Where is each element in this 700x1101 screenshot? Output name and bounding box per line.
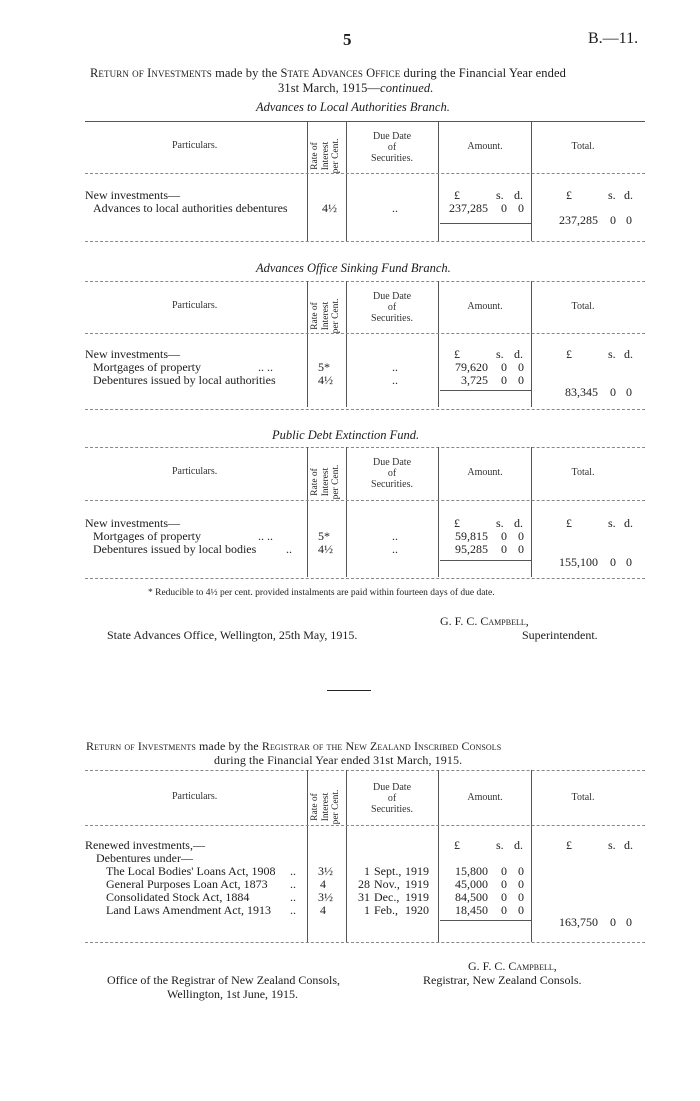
shilling-heading: s. (608, 516, 616, 530)
table-row-due-year: 1919 (405, 864, 429, 878)
table2-header-rate (310, 285, 342, 347)
table-row-pence: 0 (518, 360, 524, 374)
table3-col-divider (346, 447, 347, 577)
table-row-due: .. (392, 360, 398, 374)
table-row-due-year: 1919 (405, 890, 429, 904)
pence-heading: d. (514, 516, 523, 530)
rate-line: Interest (320, 792, 331, 822)
table4-bottom-rule (85, 942, 645, 943)
rate-line: Rate of (310, 302, 320, 330)
table-row-rate: 4½ (322, 201, 337, 215)
page-number: 5 (343, 30, 352, 49)
pound-heading: £ (454, 516, 460, 530)
table-row-pounds: 59,815 (455, 529, 488, 543)
table3-group-label: New investments— (85, 516, 180, 530)
table-row-pounds: 84,500 (455, 890, 488, 904)
table-row-rate: 4 (320, 877, 326, 891)
table-row-due-month: Dec., (374, 890, 400, 904)
signature-name (468, 959, 557, 974)
table3-header-due-date (350, 457, 434, 490)
due-line: Securities. (371, 479, 413, 490)
table-row-due-day: 28 (358, 877, 370, 891)
due-line: of (387, 302, 397, 313)
table2-col-divider (307, 281, 308, 407)
table-row-pence: 0 (518, 373, 524, 387)
table-row-due: .. (392, 529, 398, 543)
table4-top-rule (85, 770, 645, 771)
table3-total-pence: 0 (626, 555, 632, 569)
table-row-due: .. (392, 373, 398, 387)
title-part: made by the (195, 739, 262, 753)
table-row-leader-dots: .. (290, 903, 296, 917)
due-line: Due Date (372, 291, 412, 302)
table1-header-rate (310, 125, 342, 187)
pence-heading: d. (514, 838, 523, 852)
table3-col-divider (531, 447, 532, 577)
table-row-particular: Mortgages of property (93, 529, 201, 543)
table-row-pence: 0 (518, 877, 524, 891)
table1-bottom-rule (85, 241, 645, 242)
table2-header-total: Total. (571, 301, 595, 312)
table-row-due: .. (392, 201, 398, 215)
rate-line: Rate of (310, 142, 320, 170)
office-line2: Wellington, 1st June, 1915. (167, 987, 299, 1001)
rate-line: per Cent. (331, 298, 341, 334)
amount-subtotal-rule (440, 920, 531, 921)
table-row-pounds: 45,000 (455, 877, 488, 891)
shilling-heading: s. (496, 188, 504, 202)
table2-header-amount: Amount. (467, 301, 503, 312)
table2-header-due-date (350, 291, 434, 324)
table2-top-rule (85, 281, 645, 282)
table-row-rate: 4 (320, 903, 326, 917)
shilling-heading: s. (496, 838, 504, 852)
pound-heading: £ (454, 188, 460, 202)
table-row-particular: General Purposes Loan Act, 1873 (106, 877, 268, 891)
pound-heading: £ (454, 347, 460, 361)
title-line2-prefix: 31st March, 1915— (278, 81, 381, 95)
table-row-leader-dots: .. (286, 542, 292, 556)
table4-total-pence: 0 (626, 915, 632, 929)
rate-line: per Cent. (331, 138, 341, 174)
table4-header-total: Total. (571, 792, 595, 803)
shilling-heading: s. (496, 347, 504, 361)
table3-col-divider (438, 447, 439, 577)
table3-subtitle: Public Debt Extinction Fund. (272, 428, 420, 442)
table2-header-rule (85, 333, 645, 334)
table-row-due: .. (392, 542, 398, 556)
due-line: Due Date (372, 782, 412, 793)
signature-role: Registrar, New Zealand Consols. (423, 973, 582, 987)
table1-header-due-date (350, 131, 434, 164)
table-row-rate: 5* (318, 360, 330, 374)
table-row-pounds: 79,620 (455, 360, 488, 374)
table-row-particular: Advances to local authorities debentures (93, 201, 288, 215)
section1-title-line1 (90, 66, 566, 81)
footnote: * Reducible to 4½ per cent. provided instalments are paid within fourteen days of due date. (148, 588, 495, 598)
table3-top-rule (85, 447, 645, 448)
table4-header-rate (310, 776, 342, 838)
table-row-due-day: 1 (364, 903, 370, 917)
table4-sub-label: Debentures under— (96, 851, 193, 865)
amount-subtotal-rule (440, 390, 531, 391)
section-divider (327, 690, 371, 691)
table-row-rate: 3½ (318, 890, 333, 904)
table-row-pence: 0 (518, 542, 524, 556)
table1-subtitle: Advances to Local Authorities Branch. (256, 100, 450, 114)
table3-bottom-rule (85, 578, 645, 579)
table4-col-divider (531, 770, 532, 942)
table-row-due-day: 1 (364, 864, 370, 878)
table4-total-pounds: 163,750 (559, 915, 598, 929)
place-date: State Advances Office, Wellington, 25th May, 1915. (107, 628, 358, 642)
pound-heading: £ (566, 347, 572, 361)
table-row-rate: 4½ (318, 542, 333, 556)
table-row-due-year: 1919 (405, 877, 429, 891)
rate-line: Interest (320, 141, 331, 171)
table1-col-divider (346, 121, 347, 241)
table2-total-pence: 0 (626, 385, 632, 399)
table-row-shillings: 0 (501, 529, 507, 543)
table-row-shillings: 0 (501, 201, 507, 215)
table2-bottom-rule (85, 409, 645, 410)
rate-line: Rate of (310, 468, 320, 496)
pence-heading: d. (624, 347, 633, 361)
shilling-heading: s. (496, 516, 504, 530)
table-row-due-month: Nov., (374, 877, 400, 891)
table1-top-rule (85, 121, 645, 122)
table3-total-pounds: 155,100 (559, 555, 598, 569)
pence-heading: d. (624, 188, 633, 202)
table-row-leader-dots: .. .. (258, 529, 273, 543)
due-line: of (387, 468, 397, 479)
table2-total-pounds: 83,345 (565, 385, 598, 399)
table-row-leader-dots: .. (290, 877, 296, 891)
office-line1: Office of the Registrar of New Zealand Consols, (107, 973, 341, 987)
table-row-pence: 0 (518, 903, 524, 917)
signature-name-text: G. F. C. Campbell, (440, 614, 529, 628)
table-row-shillings: 0 (501, 864, 507, 878)
table-row-due-day: 31 (358, 890, 370, 904)
table-row-rate: 4½ (318, 373, 333, 387)
table2-total-shillings: 0 (610, 385, 616, 399)
table-row-particular: The Local Bodies' Loans Act, 1908 (106, 864, 276, 878)
table4-total-shillings: 0 (610, 915, 616, 929)
table2-col-divider (531, 281, 532, 407)
due-line: Securities. (371, 313, 413, 324)
rate-line: per Cent. (331, 464, 341, 500)
table4-col-divider (346, 770, 347, 942)
table3-header-rate (310, 451, 342, 513)
table2-header-particulars: Particulars. (172, 300, 218, 311)
table1-header-total: Total. (571, 141, 595, 152)
title-part: during the Financial Year ended (400, 66, 566, 80)
table3-col-divider (307, 447, 308, 577)
table1-total-shillings: 0 (610, 213, 616, 227)
table1-total-pence: 0 (626, 213, 632, 227)
table-row-pounds: 95,285 (455, 542, 488, 556)
table-row-particular: Debentures issued by local bodies (93, 542, 257, 556)
table-row-pounds: 15,800 (455, 864, 488, 878)
table-row-pounds: 3,725 (461, 373, 488, 387)
table-row-particular: Debentures issued by local authorities (93, 373, 276, 387)
signature-name (440, 614, 529, 629)
shilling-heading: s. (608, 838, 616, 852)
due-line: Securities. (371, 804, 413, 815)
table-row-pounds: 237,285 (449, 201, 488, 215)
table2-col-divider (346, 281, 347, 407)
pound-heading: £ (566, 516, 572, 530)
report-reference: B.—11. (588, 30, 639, 47)
section2-title-line2: during the Financial Year ended 31st March, 1915. (214, 753, 463, 767)
table4-header-amount: Amount. (467, 792, 503, 803)
amount-subtotal-rule (440, 223, 531, 224)
table4-col-divider (438, 770, 439, 942)
table-row-pence: 0 (518, 890, 524, 904)
table1-group-label: New investments— (85, 188, 180, 202)
table2-subtitle: Advances Office Sinking Fund Branch. (256, 261, 451, 275)
table-row-shillings: 0 (501, 542, 507, 556)
section1-title-line2 (278, 81, 433, 96)
pence-heading: d. (624, 516, 633, 530)
table1-header-rule (85, 173, 645, 174)
table-row-due-month: Sept., (374, 864, 402, 878)
table-row-rate: 3½ (318, 864, 333, 878)
due-line: of (387, 793, 397, 804)
title-line2-italic: continued. (380, 81, 434, 95)
title-part: Registrar of the New Zealand Inscribed Consols (261, 739, 502, 753)
table-row-pence: 0 (518, 864, 524, 878)
table3-header-particulars: Particulars. (172, 466, 218, 477)
table-row-particular: Mortgages of property (93, 360, 201, 374)
pence-heading: d. (514, 347, 523, 361)
rate-line: Interest (320, 467, 331, 497)
shilling-heading: s. (608, 347, 616, 361)
table-row-shillings: 0 (501, 373, 507, 387)
table1-total-pounds: 237,285 (559, 213, 598, 227)
table3-total-shillings: 0 (610, 555, 616, 569)
pound-heading: £ (566, 838, 572, 852)
table1-col-divider (307, 121, 308, 241)
amount-subtotal-rule (440, 560, 531, 561)
table-row-pounds: 18,450 (455, 903, 488, 917)
table2-col-divider (438, 281, 439, 407)
due-line: of (387, 142, 397, 153)
table-row-pence: 0 (518, 529, 524, 543)
rate-line: Interest (320, 301, 331, 331)
title-part: Return of Investments (90, 66, 212, 80)
table4-header-particulars: Particulars. (172, 791, 218, 802)
due-line: Due Date (372, 457, 412, 468)
table-row-shillings: 0 (501, 360, 507, 374)
table3-header-rule (85, 500, 645, 501)
table3-header-amount: Amount. (467, 467, 503, 478)
signature-name-text: G. F. C. Campbell, (468, 959, 557, 973)
signature-role: Superintendent. (522, 628, 598, 642)
table1-col-divider (438, 121, 439, 241)
table3-header-total: Total. (571, 467, 595, 478)
table-row-rate: 5* (318, 529, 330, 543)
table-row-pence: 0 (518, 201, 524, 215)
rate-line: per Cent. (331, 789, 341, 825)
due-line: Securities. (371, 153, 413, 164)
title-part: made by the (211, 66, 281, 80)
table2-group-label: New investments— (85, 347, 180, 361)
table1-header-particulars: Particulars. (172, 140, 218, 151)
table4-col-divider (307, 770, 308, 942)
table-row-due-month: Feb., (374, 903, 398, 917)
table-row-shillings: 0 (501, 890, 507, 904)
pence-heading: d. (624, 838, 633, 852)
rate-line: Rate of (310, 793, 320, 821)
section2-title-line1 (86, 739, 501, 754)
table-row-shillings: 0 (501, 877, 507, 891)
title-part: State Advances Office (280, 66, 401, 80)
pence-heading: d. (514, 188, 523, 202)
due-line: Due Date (372, 131, 412, 142)
table-row-particular: Land Laws Amendment Act, 1913 (106, 903, 271, 917)
table-row-particular: Consolidated Stock Act, 1884 (106, 890, 250, 904)
table-row-shillings: 0 (501, 903, 507, 917)
table4-header-due-date (350, 782, 434, 815)
pound-heading: £ (566, 188, 572, 202)
table-row-leader-dots: .. .. (258, 360, 273, 374)
table1-header-amount: Amount. (467, 141, 503, 152)
shilling-heading: s. (608, 188, 616, 202)
table-row-due-year: 1920 (405, 903, 429, 917)
title-part: Return of Investments (86, 739, 196, 753)
table4-header-rule (85, 825, 645, 826)
table-row-leader-dots: .. (290, 890, 296, 904)
table4-group-label: Renewed investments,— (85, 838, 205, 852)
pound-heading: £ (454, 838, 460, 852)
table1-col-divider (531, 121, 532, 241)
table-row-leader-dots: .. (290, 864, 296, 878)
